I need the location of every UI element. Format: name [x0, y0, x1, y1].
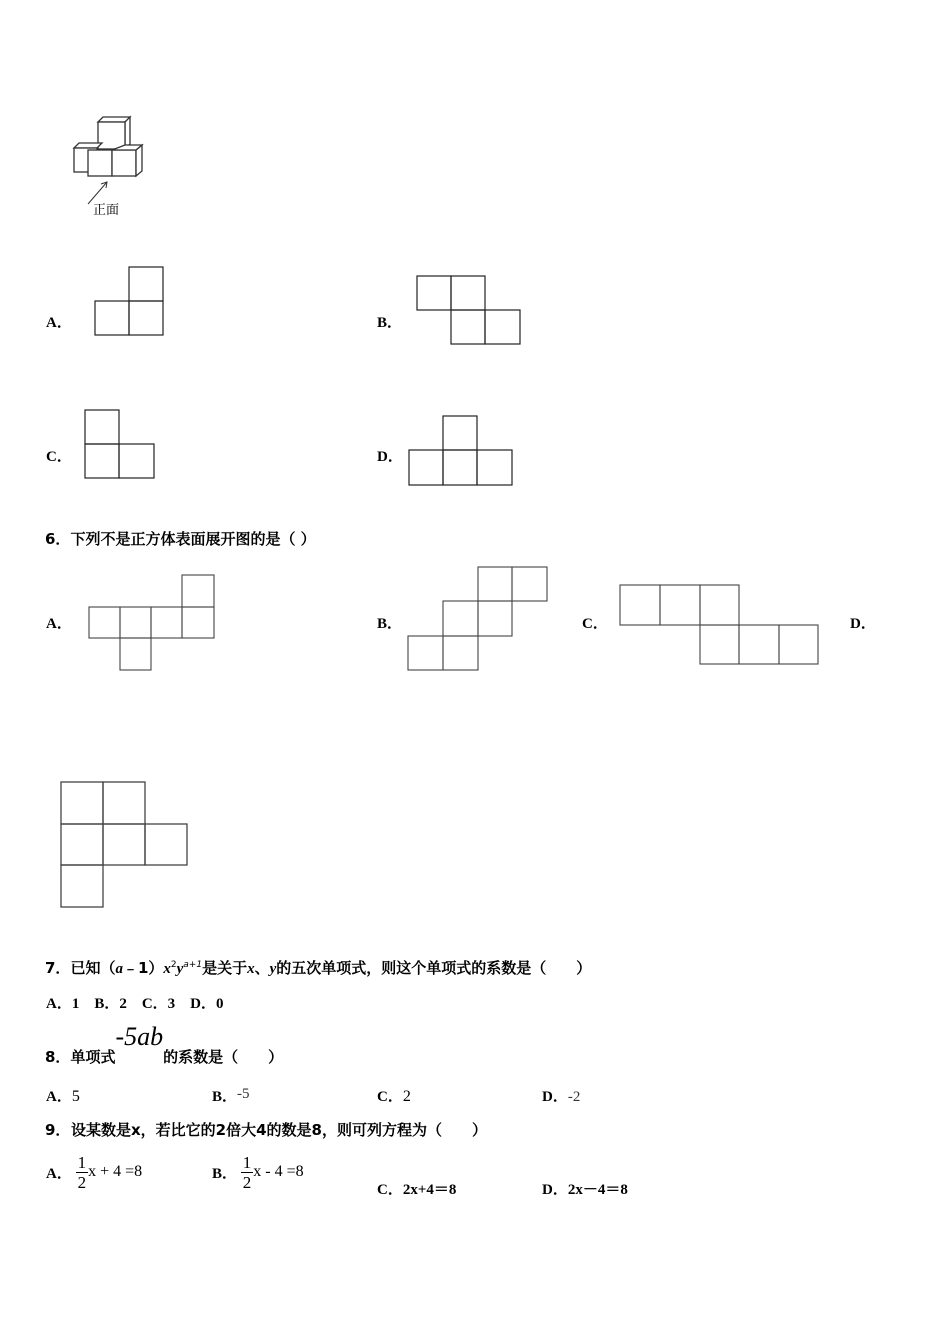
q9-option-a[interactable]: [46, 1154, 142, 1198]
q8-number: 8．: [45, 1048, 71, 1066]
q8-text-before: 单项式: [70, 1048, 116, 1066]
q5-option-c-figure[interactable]: [84, 409, 164, 489]
q7-sep: 、: [254, 959, 270, 977]
q6-text: 下列不是正方体表面展开图的是（ ）: [70, 530, 316, 548]
q6-option-a-figure[interactable]: [88, 574, 228, 674]
q7-middle: 是关于: [202, 959, 248, 977]
q7-var-y: y: [176, 961, 184, 977]
q8-text-after: 的系数是（ ）: [163, 1048, 284, 1066]
cube-stack-figure: [70, 112, 180, 222]
q9-option-b-denominator: 2: [242, 1173, 252, 1192]
q9-option-a-fraction: [76, 1154, 89, 1191]
q8-stem: [45, 1022, 284, 1066]
q9-option-b-rest: x - 4 =8: [253, 1162, 304, 1180]
q6-option-d-figure[interactable]: [60, 781, 200, 921]
q9-option-a-numerator: 1: [77, 1153, 87, 1172]
q9-option-b-label: B．: [212, 1165, 238, 1182]
q6-option-b-label[interactable]: B．: [377, 616, 403, 632]
q7-var-x2: x: [247, 961, 255, 977]
q6-option-b-figure[interactable]: [407, 566, 557, 676]
q9-option-b-fraction: [241, 1154, 254, 1191]
q9-stem: 设某数是x，若比它的2倍大4的数是8，则可列方程为（ ）: [71, 1121, 487, 1139]
q9-option-a-denominator: 2: [77, 1173, 87, 1192]
q9-option-c-value: 2x+4＝8: [402, 1182, 457, 1198]
q8-option-a-label: A．: [46, 1089, 72, 1105]
q7-prefix: 已知（: [70, 959, 116, 977]
q9-option-c[interactable]: [377, 1178, 456, 1199]
q8-option-b[interactable]: [212, 1085, 250, 1106]
q7-minus1: ﹣1）: [122, 959, 164, 977]
q9-option-a-label: A．: [46, 1165, 72, 1182]
q8-option-c-label: C．: [377, 1089, 403, 1105]
q5-option-b-label[interactable]: B．: [377, 315, 403, 331]
front-view-caption: 正面: [93, 203, 120, 218]
q7-suffix: 的五次单项式，则这个单项式的系数是（ ）: [276, 959, 592, 977]
q5-option-a-figure[interactable]: [94, 266, 174, 346]
q7-var-y2: y: [269, 961, 277, 977]
q7-options[interactable]: A．1 B．2 C．3 D．0: [46, 996, 224, 1012]
q9-option-d-label: D．: [542, 1182, 568, 1198]
q9-option-b-numerator: 1: [242, 1153, 252, 1172]
q9-option-d[interactable]: [542, 1178, 628, 1199]
q8-math-expression: -5ab: [115, 1022, 164, 1051]
q6-stem: [45, 528, 316, 549]
q5-option-d-label[interactable]: D．: [377, 449, 403, 465]
q7-var-a: a: [115, 961, 123, 977]
q8-option-c[interactable]: [377, 1085, 411, 1106]
q8-option-b-value: -5: [237, 1086, 250, 1102]
q9-number: 9．: [45, 1121, 71, 1139]
q9-option-b[interactable]: [212, 1154, 304, 1198]
q8-option-c-value: 2: [402, 1088, 411, 1105]
q5-option-b-figure[interactable]: [416, 275, 526, 355]
q7-stem: [45, 957, 591, 978]
q9-option-a-rest: x + 4 =8: [88, 1162, 143, 1180]
q5-option-c-label[interactable]: C．: [46, 449, 72, 465]
q8-option-d-value: -2: [567, 1089, 581, 1105]
q6-option-c-figure[interactable]: [619, 584, 829, 674]
q5-option-a-label[interactable]: A．: [46, 315, 72, 331]
q8-option-b-label: B．: [212, 1089, 238, 1105]
q6-option-c-label[interactable]: C．: [582, 616, 608, 632]
q7-number: 7．: [45, 959, 71, 977]
q7-var-x: x: [163, 961, 171, 977]
q9-option-c-label: C．: [377, 1182, 403, 1198]
q8-option-d[interactable]: [542, 1085, 580, 1106]
q6-option-a-label[interactable]: A．: [46, 616, 72, 632]
q8-option-a-value: 5: [71, 1088, 80, 1105]
q6-number: 6．: [45, 530, 71, 548]
q5-option-d-figure[interactable]: [408, 415, 518, 495]
q7-exp-x: 2: [170, 960, 177, 970]
q8-option-d-label: D．: [542, 1089, 568, 1105]
q8-option-a[interactable]: [46, 1085, 80, 1106]
q9-option-d-value: 2x－4＝8: [567, 1182, 628, 1198]
q7-exp-y: a+1: [183, 960, 203, 970]
q6-option-d-label[interactable]: D．: [850, 616, 876, 632]
